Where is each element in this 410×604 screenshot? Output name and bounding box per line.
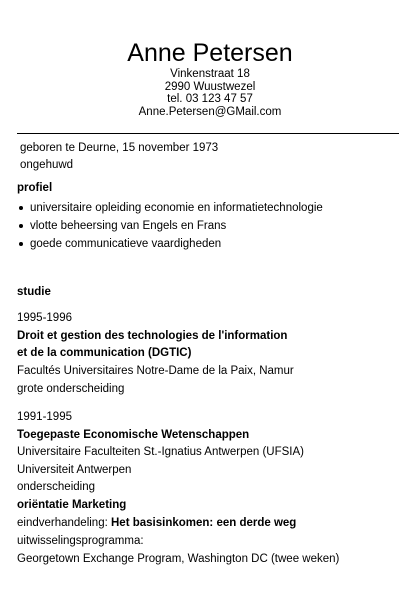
phone-number: tel. 03 123 47 57 <box>167 93 253 105</box>
study-title: Toegepaste Economische Wetenschappen <box>17 429 250 441</box>
address-city: 2990 Wuustwezel <box>164 81 256 93</box>
thesis-title: Het basisinkomen: een derde weg <box>111 517 297 529</box>
profile-heading: profiel <box>17 182 53 194</box>
exchange-program: Georgetown Exchange Program, Washington DC (twee weken) <box>17 553 340 565</box>
profile-item-text: universitaire opleiding economie en informatietechnologie <box>30 202 323 214</box>
bullet-icon <box>19 206 23 210</box>
profile-item-text: vlotte beheersing van Engels en Frans <box>30 220 227 232</box>
exchange-label: uitwisselingsprogramma: <box>17 535 144 547</box>
candidate-name: Anne Petersen <box>127 39 293 67</box>
address-street: Vinkenstraat 18 <box>170 68 250 80</box>
study-institution: Universiteit Antwerpen <box>17 464 132 476</box>
marital-status: ongehuwd <box>20 159 74 171</box>
study-years: 1991-1995 <box>17 411 72 423</box>
birth-info: geboren te Deurne, 15 november 1973 <box>20 142 219 154</box>
study-title: Droit et gestion des technologies de l'information <box>17 330 288 342</box>
bullet-icon <box>19 242 23 246</box>
email-address: Anne.Petersen@GMail.com <box>138 106 282 118</box>
study-orientation: oriëntatie Marketing <box>17 499 127 511</box>
thesis-label: eindverhandeling: <box>17 517 111 529</box>
study-heading: studie <box>17 286 51 298</box>
profile-item-text: goede communicatieve vaardigheden <box>30 238 222 250</box>
header-divider <box>17 133 399 134</box>
study-grade: grote onderscheiding <box>17 383 125 395</box>
study-institution: Facultés Universitaires Notre-Dame de la Paix, Namur <box>17 365 294 377</box>
study-title-continued: et de la communication (DGTIC) <box>17 347 192 359</box>
study-years: 1995-1996 <box>17 312 72 324</box>
bullet-icon <box>19 224 23 228</box>
thesis-line <box>17 516 296 530</box>
study-grade: onderscheiding <box>17 481 96 493</box>
study-institution: Universitaire Faculteiten St.-Ignatius Antwerpen (UFSIA) <box>17 446 304 458</box>
